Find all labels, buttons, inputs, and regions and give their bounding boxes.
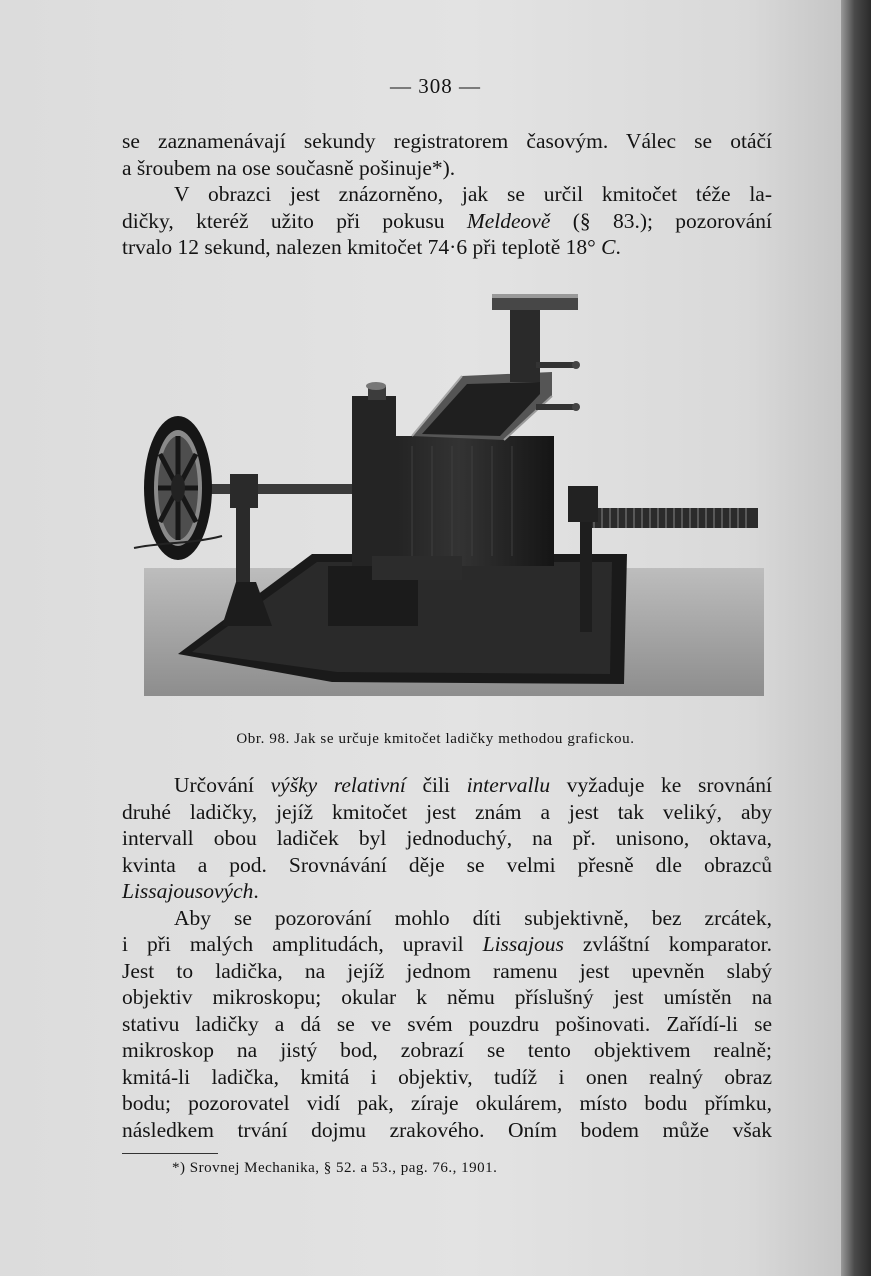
author-name-lissajous: Lissajous bbox=[482, 932, 564, 956]
book-spine-shadow bbox=[841, 0, 871, 1276]
text-line: Aby se pozorování mohlo díti subjektivně, bez zrcátek, bbox=[174, 905, 772, 930]
text-line: stativu ladičky a dá se ve svém pouzdru pošinovati. Zařídí-li se bbox=[122, 1011, 772, 1036]
celsius-unit: C bbox=[601, 235, 616, 259]
page-number: — 308 — bbox=[390, 74, 481, 98]
text-line: bodu; pozorovatel vidí pak, zíraje okulárem, místo bodu přímku, bbox=[122, 1091, 772, 1115]
text-line: následkem trvání dojmu zrakového. Oním bodem může však bbox=[122, 1117, 772, 1142]
author-name-meldeove: Meldeově bbox=[466, 208, 551, 233]
footnote: *) Srovnej Mechanika, § 52. a 53., pag. 76., 1901. bbox=[172, 1160, 498, 1176]
text-line: V obrazci jest znázorněno, jak se určil kmitočet téže la- bbox=[174, 182, 772, 206]
text-line: i při malých amplitudách, upravil Lissajous zvláštní komparator. bbox=[122, 932, 773, 956]
text-line: Jest to ladička, na jejíž jednom ramenu jest upevněn slabý bbox=[122, 958, 772, 983]
text-line: Určování výšky relativní čili intervallu vyžaduje ke srovnání bbox=[174, 773, 772, 797]
text-line: kvinta a pod. Srovnávání děje se velmi přesně dle obrazců bbox=[122, 852, 772, 877]
tuning-fork-apparatus-illustration bbox=[132, 286, 772, 706]
text-line: trvalo 12 sekund, nalezen kmitočet 74·6 při teplotě 18° C. bbox=[122, 235, 621, 259]
text-line: druhé ladičky, jejíž kmitočet jest znám a jest tak veliký, aby bbox=[122, 799, 772, 824]
footnote-divider bbox=[122, 1153, 218, 1154]
text-line: kmitá-li ladička, kmitá i objektiv, tudíž i onen realný obraz bbox=[122, 1064, 772, 1089]
text-line: intervall obou ladiček byl jednoduchý, na př. unisono, oktava, bbox=[122, 826, 772, 850]
flywheel bbox=[144, 416, 212, 560]
text-line: se zaznamenávají sekundy registratorem časovým. Válec se otáčí bbox=[122, 129, 772, 153]
author-name-lissajousovych: Lissajousových bbox=[122, 879, 254, 903]
text-line: a šroubem na ose současně pošinuje*). bbox=[122, 155, 456, 180]
text-line: Lissajousových. bbox=[122, 879, 259, 903]
apparatus-figure bbox=[132, 286, 772, 706]
text-line: objektiv mikroskopu; okular k němu příslušný jest umístěn na bbox=[122, 985, 772, 1009]
text-line: mikroskop na jistý bod, zobrazí se tento objektivem realně; bbox=[122, 1038, 772, 1062]
text-line: dičky, kteréž užito při pokusu Meldeově (§ 83.); pozorování bbox=[122, 208, 772, 233]
figure-caption: Obr. 98. Jak se určuje kmitočet ladičky methodou grafickou. bbox=[236, 731, 635, 747]
paragraph-2 bbox=[122, 772, 772, 1143]
paragraph-1 bbox=[122, 128, 772, 261]
